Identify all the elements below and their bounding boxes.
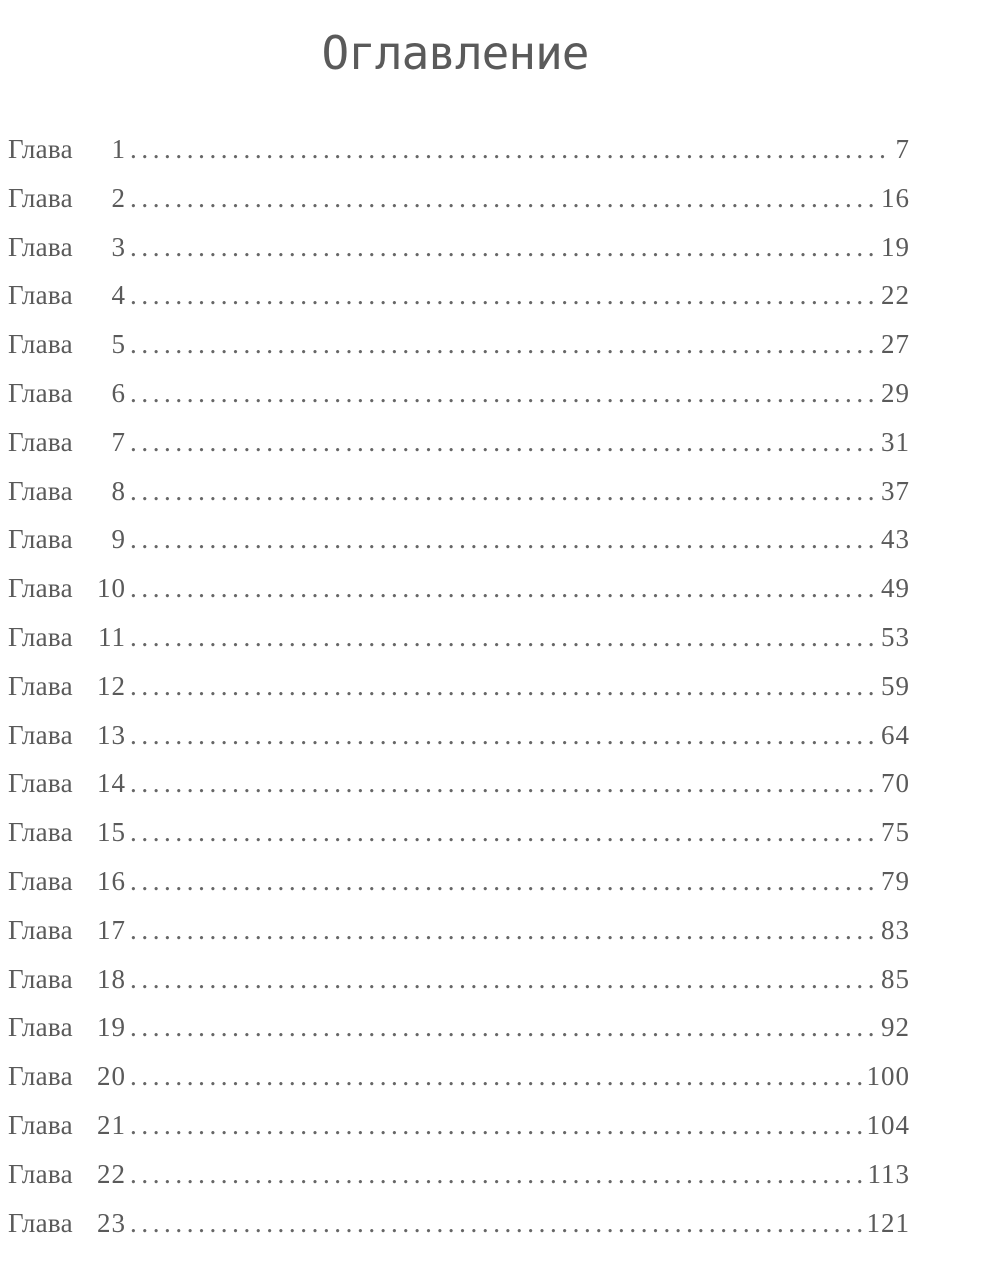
chapter-label: Глава [8, 377, 73, 408]
chapter-label: Глава [8, 1158, 73, 1189]
toc-entry [8, 183, 910, 232]
toc-entry [8, 671, 910, 720]
chapter-number: 4 [111, 280, 126, 311]
toc-entry [8, 329, 910, 378]
chapter-label: Глава [8, 719, 73, 750]
chapter-number: 18 [97, 963, 126, 994]
chapter-label: Глава [8, 670, 73, 701]
dot-leader [130, 232, 877, 263]
toc-entry [8, 720, 910, 769]
dot-leader [130, 427, 877, 458]
chapter-label: Глава [8, 524, 73, 555]
dot-leader [130, 866, 877, 897]
chapter-number: 23 [97, 1207, 126, 1238]
page-number: 70 [881, 768, 910, 799]
page-number: 83 [881, 914, 910, 945]
chapter-number: 6 [111, 377, 126, 408]
chapter-number: 15 [97, 817, 126, 848]
page-number: 29 [881, 377, 910, 408]
chapter-number: 14 [97, 768, 126, 799]
page-number: 7 [895, 134, 910, 164]
toc-entry [8, 915, 910, 964]
dot-leader [130, 1012, 877, 1043]
page-number: 16 [881, 182, 910, 213]
toc-entry [8, 378, 910, 427]
toc-entry [8, 768, 910, 817]
chapter-label: Глава [8, 621, 73, 652]
toc-entry [8, 866, 910, 915]
chapter-label: Глава [8, 231, 73, 262]
toc-entry [8, 622, 910, 671]
dot-leader [130, 1110, 863, 1141]
chapter-label: Глава [8, 182, 73, 213]
toc-entry [8, 280, 910, 329]
page-number: 113 [867, 1158, 910, 1189]
chapter-number: 11 [98, 621, 126, 652]
page-number: 27 [881, 329, 910, 360]
toc-entry [8, 1061, 910, 1110]
page-number: 49 [881, 573, 910, 604]
chapter-label: Глава [8, 134, 73, 164]
chapter-number: 19 [97, 1012, 126, 1043]
page-number: 22 [881, 280, 910, 311]
toc-entry [8, 1110, 910, 1159]
toc-entry [8, 1208, 910, 1257]
chapter-label: Глава [8, 914, 73, 945]
dot-leader [130, 573, 877, 604]
chapter-label: Глава [8, 1012, 73, 1043]
chapter-label: Глава [8, 1109, 73, 1140]
dot-leader [130, 183, 877, 214]
chapter-number: 7 [111, 426, 126, 457]
page-number: 59 [881, 670, 910, 701]
page-number: 19 [881, 231, 910, 262]
dot-leader [130, 1159, 864, 1190]
dot-leader [130, 768, 877, 799]
page-number: 37 [881, 475, 910, 506]
toc-entry [8, 427, 910, 476]
chapter-number: 2 [111, 182, 126, 213]
dot-leader [130, 817, 877, 848]
dot-leader [130, 622, 877, 653]
chapter-label: Глава [8, 1207, 73, 1238]
chapter-number: 3 [111, 231, 126, 262]
toc-entry [8, 134, 910, 183]
chapter-number: 16 [97, 865, 126, 896]
toc-entry [8, 476, 910, 525]
dot-leader [130, 720, 877, 751]
chapter-number: 8 [111, 475, 126, 506]
chapter-label: Глава [8, 865, 73, 896]
toc-entry [8, 817, 910, 866]
toc-entry [8, 964, 910, 1013]
page-number: 43 [881, 524, 910, 555]
dot-leader [130, 524, 877, 555]
page-number: 92 [881, 1012, 910, 1043]
chapter-number: 1 [111, 134, 126, 164]
dot-leader [130, 1208, 863, 1239]
chapter-label: Глава [8, 573, 73, 604]
page-number: 79 [881, 865, 910, 896]
chapter-label: Глава [8, 963, 73, 994]
page-title: Оглавление [321, 26, 589, 80]
chapter-label: Глава [8, 329, 73, 360]
page-number: 31 [881, 426, 910, 457]
chapter-number: 20 [97, 1061, 126, 1092]
chapter-label: Глава [8, 426, 73, 457]
dot-leader [130, 134, 892, 165]
toc-entry [8, 573, 910, 622]
dot-leader [130, 1061, 863, 1092]
page-number: 100 [866, 1061, 910, 1092]
toc-entry [8, 1012, 910, 1061]
page-number: 64 [881, 719, 910, 750]
chapter-number: 17 [97, 914, 126, 945]
toc-entry [8, 524, 910, 573]
page-number: 75 [881, 817, 910, 848]
dot-leader [130, 378, 877, 409]
chapter-label: Глава [8, 280, 73, 311]
chapter-label: Глава [8, 475, 73, 506]
dot-leader [130, 964, 877, 995]
chapter-label: Глава [8, 1061, 73, 1092]
chapter-label: Глава [8, 817, 73, 848]
dot-leader [130, 915, 877, 946]
chapter-number: 10 [97, 573, 126, 604]
chapter-number: 12 [97, 670, 126, 701]
chapter-number: 5 [111, 329, 126, 360]
chapter-number: 21 [97, 1109, 126, 1140]
chapter-number: 22 [97, 1158, 126, 1189]
chapter-number: 13 [97, 719, 126, 750]
page-number: 53 [881, 621, 910, 652]
page-number: 104 [866, 1109, 910, 1140]
toc-entry [8, 232, 910, 281]
table-of-contents [8, 134, 910, 1256]
page-number: 85 [881, 963, 910, 994]
page-number: 121 [866, 1207, 910, 1238]
dot-leader [130, 329, 877, 360]
dot-leader [130, 671, 877, 702]
chapter-number: 9 [111, 524, 126, 555]
dot-leader [130, 476, 877, 507]
chapter-label: Глава [8, 768, 73, 799]
toc-entry [8, 1159, 910, 1208]
dot-leader [130, 280, 877, 311]
